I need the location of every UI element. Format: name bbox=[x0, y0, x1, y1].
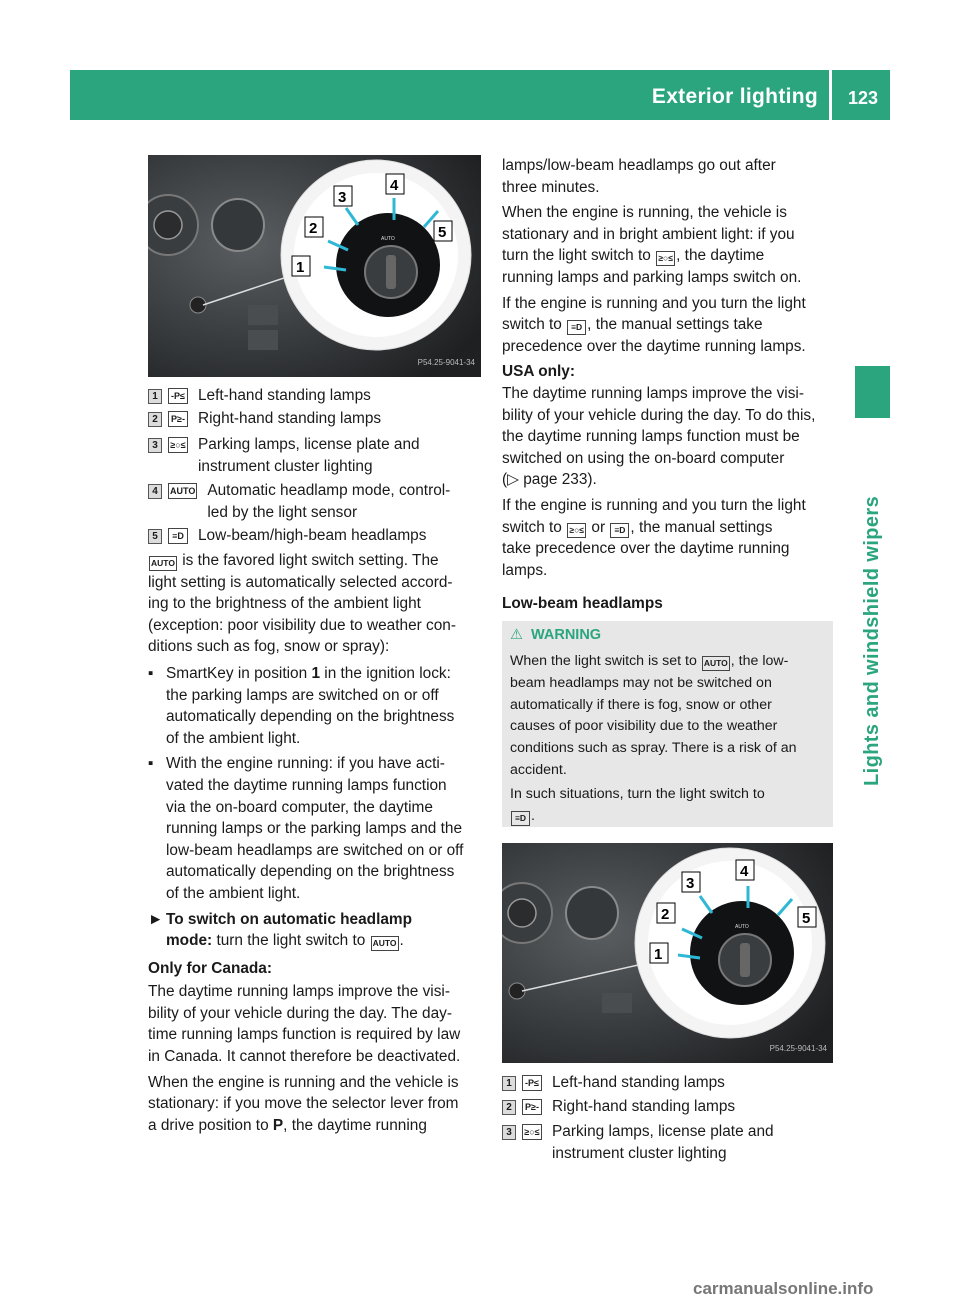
body-line: the daytime running lamps function must be bbox=[502, 428, 800, 446]
body-line: switch to ≥○≤ or ≡D , the manual settings bbox=[502, 518, 773, 536]
bullet-item: ▪ SmartKey in position 1 in the ignition lock: the parking lamps are switched on or off automatically depending on the brightness of the ambient light. bbox=[148, 664, 455, 747]
switch-auto-label: AUTO bbox=[381, 236, 395, 242]
low-beam-icon: ≡D bbox=[567, 320, 586, 335]
bullet-item: ▪ With the engine running: if you have acti- vated the daytime running lamps function via the on-board computer, the daytime running lamps or the parking lamps and the low-beam headlamps are switched on or off automatically depending on the brightness of the ambient light. bbox=[148, 755, 464, 902]
legend-item bbox=[148, 480, 450, 523]
switch-auto-label: AUTO bbox=[735, 924, 749, 930]
legend-text: Low-beam/high-beam headlamps bbox=[198, 527, 427, 544]
auto-headlamp-icon: AUTO bbox=[168, 483, 197, 499]
figure-code: P54.25-9041-34 bbox=[769, 1044, 827, 1054]
legend-item bbox=[148, 434, 420, 477]
body-line: switch to ≡D , the manual settings take bbox=[502, 316, 763, 334]
body-line: stationary: if you move the selector lever from bbox=[148, 1095, 459, 1113]
legend-number: 1 bbox=[502, 1076, 516, 1091]
legend-item bbox=[502, 1072, 725, 1094]
light-switch-figure-2 bbox=[502, 843, 833, 1063]
legend-number: 2 bbox=[148, 412, 162, 427]
body-line: switched on using the on-board computer bbox=[502, 449, 785, 467]
body-line: bility of your vehicle during the day. To do this, bbox=[502, 406, 816, 424]
body-line: three minutes. bbox=[502, 178, 600, 196]
body-line: The daytime running lamps improve the visi- bbox=[502, 384, 804, 402]
callout-3: 3 bbox=[338, 189, 347, 206]
legend-item bbox=[148, 408, 381, 430]
subheading: Only for Canada: bbox=[148, 959, 272, 977]
left-standing-lamp-icon: -P≤ bbox=[522, 1075, 542, 1091]
low-beam-icon: ≡D bbox=[511, 811, 530, 826]
parking-lamp-icon: ≥○≤ bbox=[168, 437, 188, 453]
right-standing-lamp-icon: P≥- bbox=[522, 1099, 542, 1115]
section-title: Exterior lighting bbox=[651, 85, 818, 108]
legend-item bbox=[148, 385, 371, 407]
figure-code: P54.25-9041-34 bbox=[417, 358, 475, 368]
body-line: bility of your vehicle during the day. The day- bbox=[148, 1004, 452, 1022]
body-line: When the engine is running, the vehicle is bbox=[502, 204, 787, 222]
left-standing-lamp-icon: -P≤ bbox=[168, 388, 188, 404]
body-line: in Canada. It cannot therefore be deactivated. bbox=[148, 1048, 461, 1066]
callout-1: 1 bbox=[654, 946, 663, 963]
light-switch-illustration bbox=[148, 155, 481, 377]
body-line: a drive position to P, the daytime running bbox=[148, 1116, 427, 1134]
legend-text: Right-hand standing lamps bbox=[552, 1098, 736, 1115]
body-line: ditions such as fog, snow or spray): bbox=[148, 638, 390, 656]
body-line: turn the light switch to ≥○≤ , the daytime bbox=[502, 247, 765, 265]
instruction-step: ► To switch on automatic headlamp mode: turn the light switch to AUTO . bbox=[148, 910, 412, 950]
side-section-label: Lights and windshield wipers bbox=[861, 495, 884, 786]
body-line: If the engine is running and you turn the light bbox=[502, 294, 806, 312]
parking-lamp-icon: ≥○≤ bbox=[567, 523, 586, 538]
page-reference-link[interactable]: (▷ page 233). bbox=[502, 471, 597, 489]
warning-box bbox=[502, 621, 833, 827]
legend-text: Right-hand standing lamps bbox=[198, 410, 382, 427]
side-tab-marker bbox=[855, 366, 890, 418]
legend-text: led by the light sensor bbox=[207, 503, 358, 521]
parking-lamp-icon: ≥○≤ bbox=[522, 1124, 542, 1140]
right-standing-lamp-icon: P≥- bbox=[168, 411, 188, 427]
legend-text: Parking lamps, license plate and bbox=[552, 1123, 774, 1140]
subheading: Low-beam headlamps bbox=[502, 595, 663, 613]
legend-text: Left-hand standing lamps bbox=[198, 387, 371, 404]
body-line: AUTO is the favored light switch setting. The bbox=[151, 552, 439, 569]
watermark: carmanualsonline.info bbox=[693, 1279, 874, 1298]
body-line: time running lamps function is required by law bbox=[148, 1026, 461, 1044]
legend-item bbox=[502, 1096, 735, 1118]
body-line: When the engine is running and the vehicle is bbox=[148, 1073, 459, 1091]
step-arrow-icon: ► bbox=[148, 910, 164, 928]
body-line: running lamps and parking lamps switch on. bbox=[502, 268, 802, 286]
body-line: The daytime running lamps improve the visi- bbox=[148, 983, 450, 1001]
auto-icon: AUTO bbox=[371, 936, 399, 951]
body-line: light setting is automatically selected accord- bbox=[148, 573, 453, 591]
callout-4: 4 bbox=[740, 863, 749, 880]
parking-lamp-icon: ≥○≤ bbox=[656, 251, 675, 266]
page-number: 123 bbox=[847, 88, 878, 108]
callout-4: 4 bbox=[390, 177, 399, 194]
header-bar bbox=[70, 70, 890, 120]
body-line: ing to the brightness of the ambient light bbox=[148, 595, 421, 613]
body-line: (exception: poor visibility due to weather con- bbox=[148, 616, 456, 634]
warning-title: ⚠ WARNING bbox=[510, 627, 602, 643]
legend-text: instrument cluster lighting bbox=[552, 1144, 727, 1162]
legend-text: Automatic headlamp mode, control- bbox=[207, 482, 451, 499]
legend-text: Parking lamps, license plate and bbox=[198, 436, 420, 453]
warning-text: When the light switch is set to AUTO , the low- beam headlamps may not be switched on automatically if there is fog, snow or other causes of poor visibility due to the weather conditions such as spray. There is a risk of an accident. In such situations, turn the light switch to ≡D . bbox=[510, 653, 797, 824]
legend-item bbox=[502, 1121, 774, 1164]
subheading: USA only: bbox=[502, 363, 575, 381]
callout-5: 5 bbox=[438, 224, 447, 241]
body-line: stationary and in bright ambient light: if you bbox=[502, 225, 795, 243]
bullet-icon: ▪ bbox=[148, 755, 154, 773]
bullet-icon: ▪ bbox=[148, 664, 154, 682]
legend-number: 5 bbox=[148, 529, 162, 544]
body-line: lamps. bbox=[502, 561, 548, 579]
legend-item bbox=[148, 525, 426, 547]
callout-1: 1 bbox=[296, 259, 305, 276]
low-beam-icon: ≡D bbox=[168, 528, 188, 544]
legend-text: instrument cluster lighting bbox=[198, 457, 373, 475]
body-line: take precedence over the daytime running bbox=[502, 540, 790, 558]
auto-icon: AUTO bbox=[702, 656, 730, 671]
body-line: If the engine is running and you turn the light bbox=[502, 496, 806, 514]
body-line: lamps/low-beam headlamps go out after bbox=[502, 157, 776, 174]
legend-number: 3 bbox=[502, 1125, 516, 1140]
callout-5: 5 bbox=[802, 910, 811, 927]
legend-number: 2 bbox=[502, 1100, 516, 1115]
callout-2: 2 bbox=[309, 220, 318, 237]
auto-icon: AUTO bbox=[149, 556, 177, 571]
callout-3: 3 bbox=[686, 875, 695, 892]
callout-2: 2 bbox=[661, 906, 670, 923]
legend-number: 3 bbox=[148, 438, 162, 453]
right-column-text bbox=[502, 155, 838, 615]
body-line: precedence over the daytime running lamps. bbox=[502, 337, 806, 355]
legend-number: 1 bbox=[148, 389, 162, 404]
left-column-text bbox=[148, 550, 483, 1136]
legend-text: Left-hand standing lamps bbox=[552, 1074, 725, 1091]
low-beam-icon: ≡D bbox=[610, 523, 629, 538]
warning-triangle-icon: ⚠ bbox=[510, 627, 523, 643]
light-switch-illustration bbox=[502, 843, 833, 1063]
header-divider bbox=[829, 70, 832, 120]
light-switch-figure bbox=[148, 155, 481, 377]
legend-number: 4 bbox=[148, 484, 162, 499]
